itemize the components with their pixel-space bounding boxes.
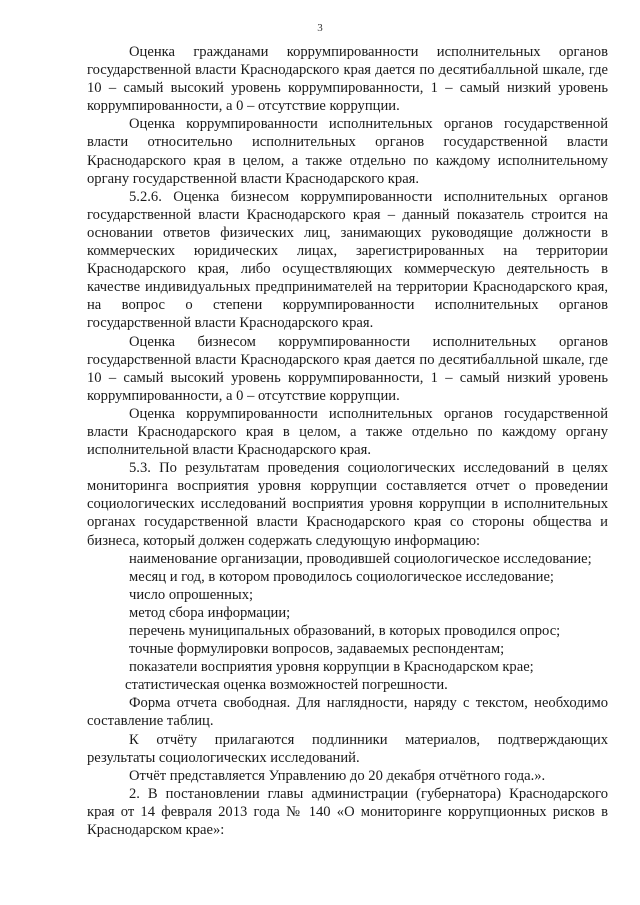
list-item: статистическая оценка возможностей погрешности. bbox=[125, 677, 448, 694]
paragraph-business-assessment-scale: Оценка бизнесом коррумпированности исполнительных органов государственной власти Краснодарского края дается по десятибалльной шкале, где 10 – самый высокий уровень коррумпированности, 1 – самый низкий уровень коррумпированности, а 0 – отсутствие коррупции. bbox=[87, 333, 608, 404]
list-item: месяц и год, в котором проводилось социологическое исследование; bbox=[129, 568, 554, 585]
paragraph-citizen-assessment-scale: Оценка гражданами коррумпированности исполнительных органов государственной власти Краснодарского края дается по десятибалльной шкале, где 10 – самый высокий уровень коррумпированности, 1 – самый низкий уровень коррумпированности, а 0 – отсутствие коррупции. bbox=[87, 44, 608, 115]
paragraph-report-deadline: Отчёт представляется Управлению до 20 декабря отчётного года.». bbox=[129, 767, 546, 784]
list-item: показатели восприятия уровня коррупции в Краснодарском крае; bbox=[129, 659, 534, 676]
list-item: перечень муниципальных образований, в которых проводился опрос; bbox=[129, 623, 561, 639]
document-body bbox=[87, 43, 608, 839]
paragraph-report-attachments: К отчёту прилагаются подлинники материалов, подтверждающих результаты социологических исследований. bbox=[87, 731, 608, 766]
page-number: 3 bbox=[317, 22, 323, 34]
list-item: точные формулировки вопросов, задаваемых респондентам; bbox=[129, 641, 505, 658]
report-contents-list bbox=[87, 550, 608, 695]
paragraph-5-3: 5.3. По результатам проведения социологических исследований в целях мониторинга восприятия уровня коррупции составляется отчет о проведении социологических исследований восприятия уровня коррупции в исполнительных органах государственной власти Краснодарского края со стороны общества и бизнеса, который должен содержать следующую информацию: bbox=[87, 460, 608, 549]
paragraph-5-2-6: 5.2.6. Оценка бизнесом коррумпированности исполнительных органов государственной власти Краснодарского края – данный показатель строится на основании ответов физических лиц, занимающих руководящие должности в коммерческих юридических лицах, зарегистрированных на территории Краснодарского края, либо осуществляющих коммерческую деятельность в качестве индивидуальных предпринимателей на территории Краснодарского края, на вопрос о степени коррумпированности исполнительных органов государственной власти Краснодарского края. bbox=[87, 188, 608, 332]
paragraph-amendment-2: 2. В постановлении главы администрации (губернатора) Краснодарского края от 14 февраля 2013 года № 140 «О мониторинге коррупционных рисков в Краснодарском крае»: bbox=[87, 785, 608, 839]
list-item: число опрошенных; bbox=[129, 586, 254, 603]
paragraph-citizen-assessment-scope: Оценка коррумпированности исполнительных органов государственной власти относительно исполнительных органов государственной власти Краснодарского края в целом, а также отдельно по каждому исполнительному органу государственной власти Краснодарского края. bbox=[87, 116, 608, 187]
list-item: наименование организации, проводившей социологическое исследование; bbox=[129, 550, 592, 567]
paragraph-business-assessment-scope: Оценка коррумпированности исполнительных органов государственной власти Краснодарского края в целом, а также отдельно по каждому органу исполнительной власти Краснодарского края. bbox=[87, 405, 608, 459]
list-item: метод сбора информации; bbox=[129, 604, 291, 621]
paragraph-report-form: Форма отчета свободная. Для наглядности, наряду с текстом, необходимо составление таблиц. bbox=[87, 695, 608, 730]
